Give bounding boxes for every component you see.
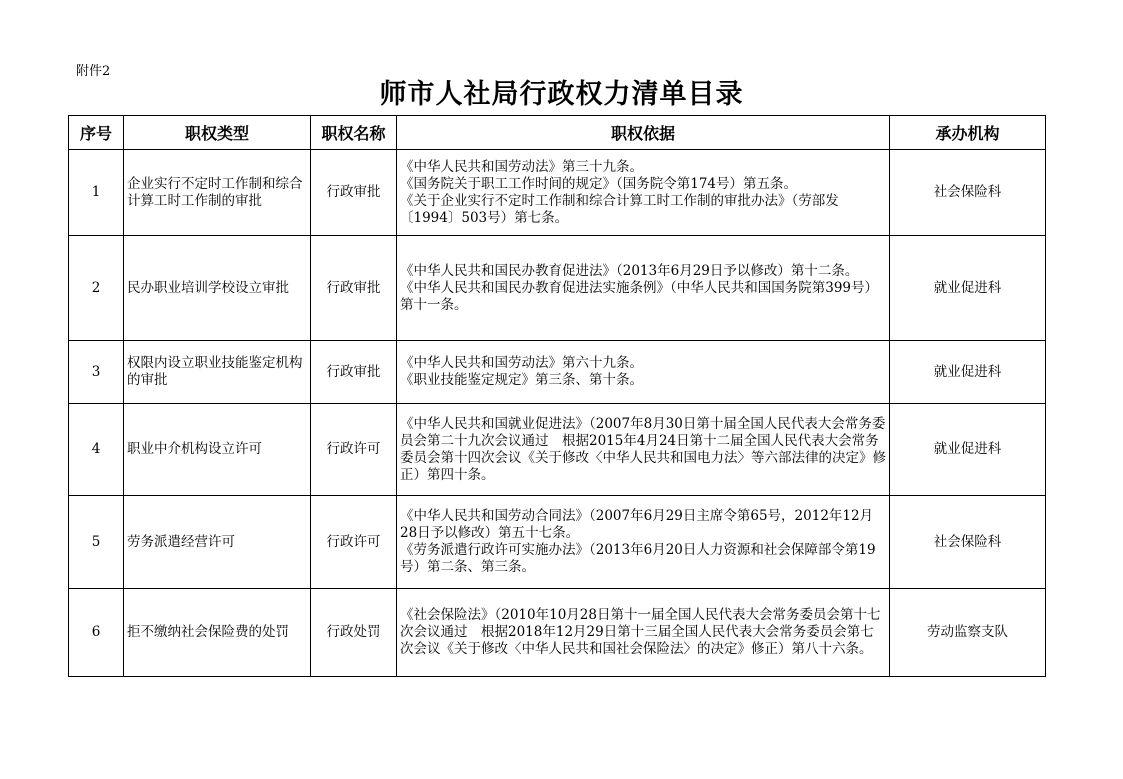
cell-no: 1 [69,150,124,236]
table-row [69,150,1046,236]
cell-org: 就业促进科 [890,341,1046,404]
cell-basis [397,236,890,341]
cell-org: 劳动监察支队 [890,589,1046,677]
table-header-row [69,116,1046,150]
cell-basis [397,150,890,236]
cell-org: 就业促进科 [890,236,1046,341]
basis-line: 《社会保险法》（2010年10月28日第十一届全国人民代表大会常务委员会第十七次会议通过 根据2018年12月29日第十三届全国人民代表大会常务委员会第七次会议《关于修改〈中华人民共和国社会保险法〉的决定》修正）第八十六条。 [400,607,881,657]
cell-type: 权限内设立职业技能鉴定机构的审批 [124,341,311,404]
cell-name: 行政审批 [311,341,397,404]
cell-type: 拒不缴纳社会保险费的处罚 [124,589,311,677]
power-list-table [68,115,1046,677]
column-header-type: 职权类型 [124,116,311,150]
cell-no: 5 [69,496,124,589]
cell-type: 企业实行不定时工作制和综合计算工时工作制的审批 [124,150,311,236]
table-row [69,341,1046,404]
cell-name: 行政审批 [311,150,397,236]
cell-org: 就业促进科 [890,404,1046,496]
cell-name: 行政许可 [311,404,397,496]
basis-line: 《中华人民共和国民办教育促进法》（2013年6月29日予以修改）第十二条。 [400,262,859,279]
table-row [69,496,1046,589]
attachment-label: 附件2 [76,64,111,79]
cell-name: 行政处罚 [311,589,397,677]
cell-basis [397,589,890,677]
column-header-name: 职权名称 [311,116,397,150]
cell-no: 3 [69,341,124,404]
column-header-basis: 职权依据 [397,116,890,150]
cell-type: 劳务派遣经营许可 [124,496,311,589]
basis-line: 《中华人民共和国劳动合同法》（2007年6月29日主席令第65号，2012年12月28日予以修改）第五十七条。 [400,508,874,541]
basis-line: 《中华人民共和国民办教育促进法实施条例》（中华人民共和国国务院第399号）第十一条。 [400,279,879,313]
cell-name: 行政审批 [311,236,397,341]
table-row [69,236,1046,341]
cell-basis [397,496,890,589]
cell-name: 行政许可 [311,496,397,589]
basis-line: 《中华人民共和国劳动法》第六十九条。 [400,355,643,371]
cell-type: 职业中介机构设立许可 [124,404,311,496]
table-row [69,404,1046,496]
cell-basis [397,404,890,496]
basis-line: 《劳务派遣行政许可实施办法》（2013年6月20日人力资源和社会保障部令第19号）第二条、第三条。 [400,542,876,575]
cell-type: 民办职业培训学校设立审批 [124,236,311,341]
cell-no: 4 [69,404,124,496]
column-header-no: 序号 [69,116,124,150]
basis-line: 《中华人民共和国就业促进法》（2007年8月30日第十届全国人民代表大会常务委员会第二十九次会议通过 根据2015年4月24日第十二届全国人民代表大会常务委员会第十四次会议《关于修改〈中华人民共和国电力法〉等六部法律的决定》修正）第四十条。 [400,415,886,483]
basis-line: 《职业技能鉴定规定》第三条、第十条。 [400,372,643,388]
cell-org: 社会保险科 [890,150,1046,236]
cell-org: 社会保险科 [890,496,1046,589]
column-header-org: 承办机构 [890,116,1046,150]
basis-line: 《中华人民共和国劳动法》第三十九条。 [400,158,643,175]
basis-line: 《国务院关于职工工作时间的规定》（国务院令第174号）第五条。 [400,175,798,192]
document-title: 师市人社局行政权力清单目录 [379,79,744,110]
cell-basis [397,341,890,404]
cell-no: 6 [69,589,124,677]
basis-line: 《关于企业实行不定时工作制和综合计算工时工作制的审批办法》（劳部发〔1994〕503号）第七条。 [400,192,839,226]
table-row [69,589,1046,677]
cell-no: 2 [69,236,124,341]
